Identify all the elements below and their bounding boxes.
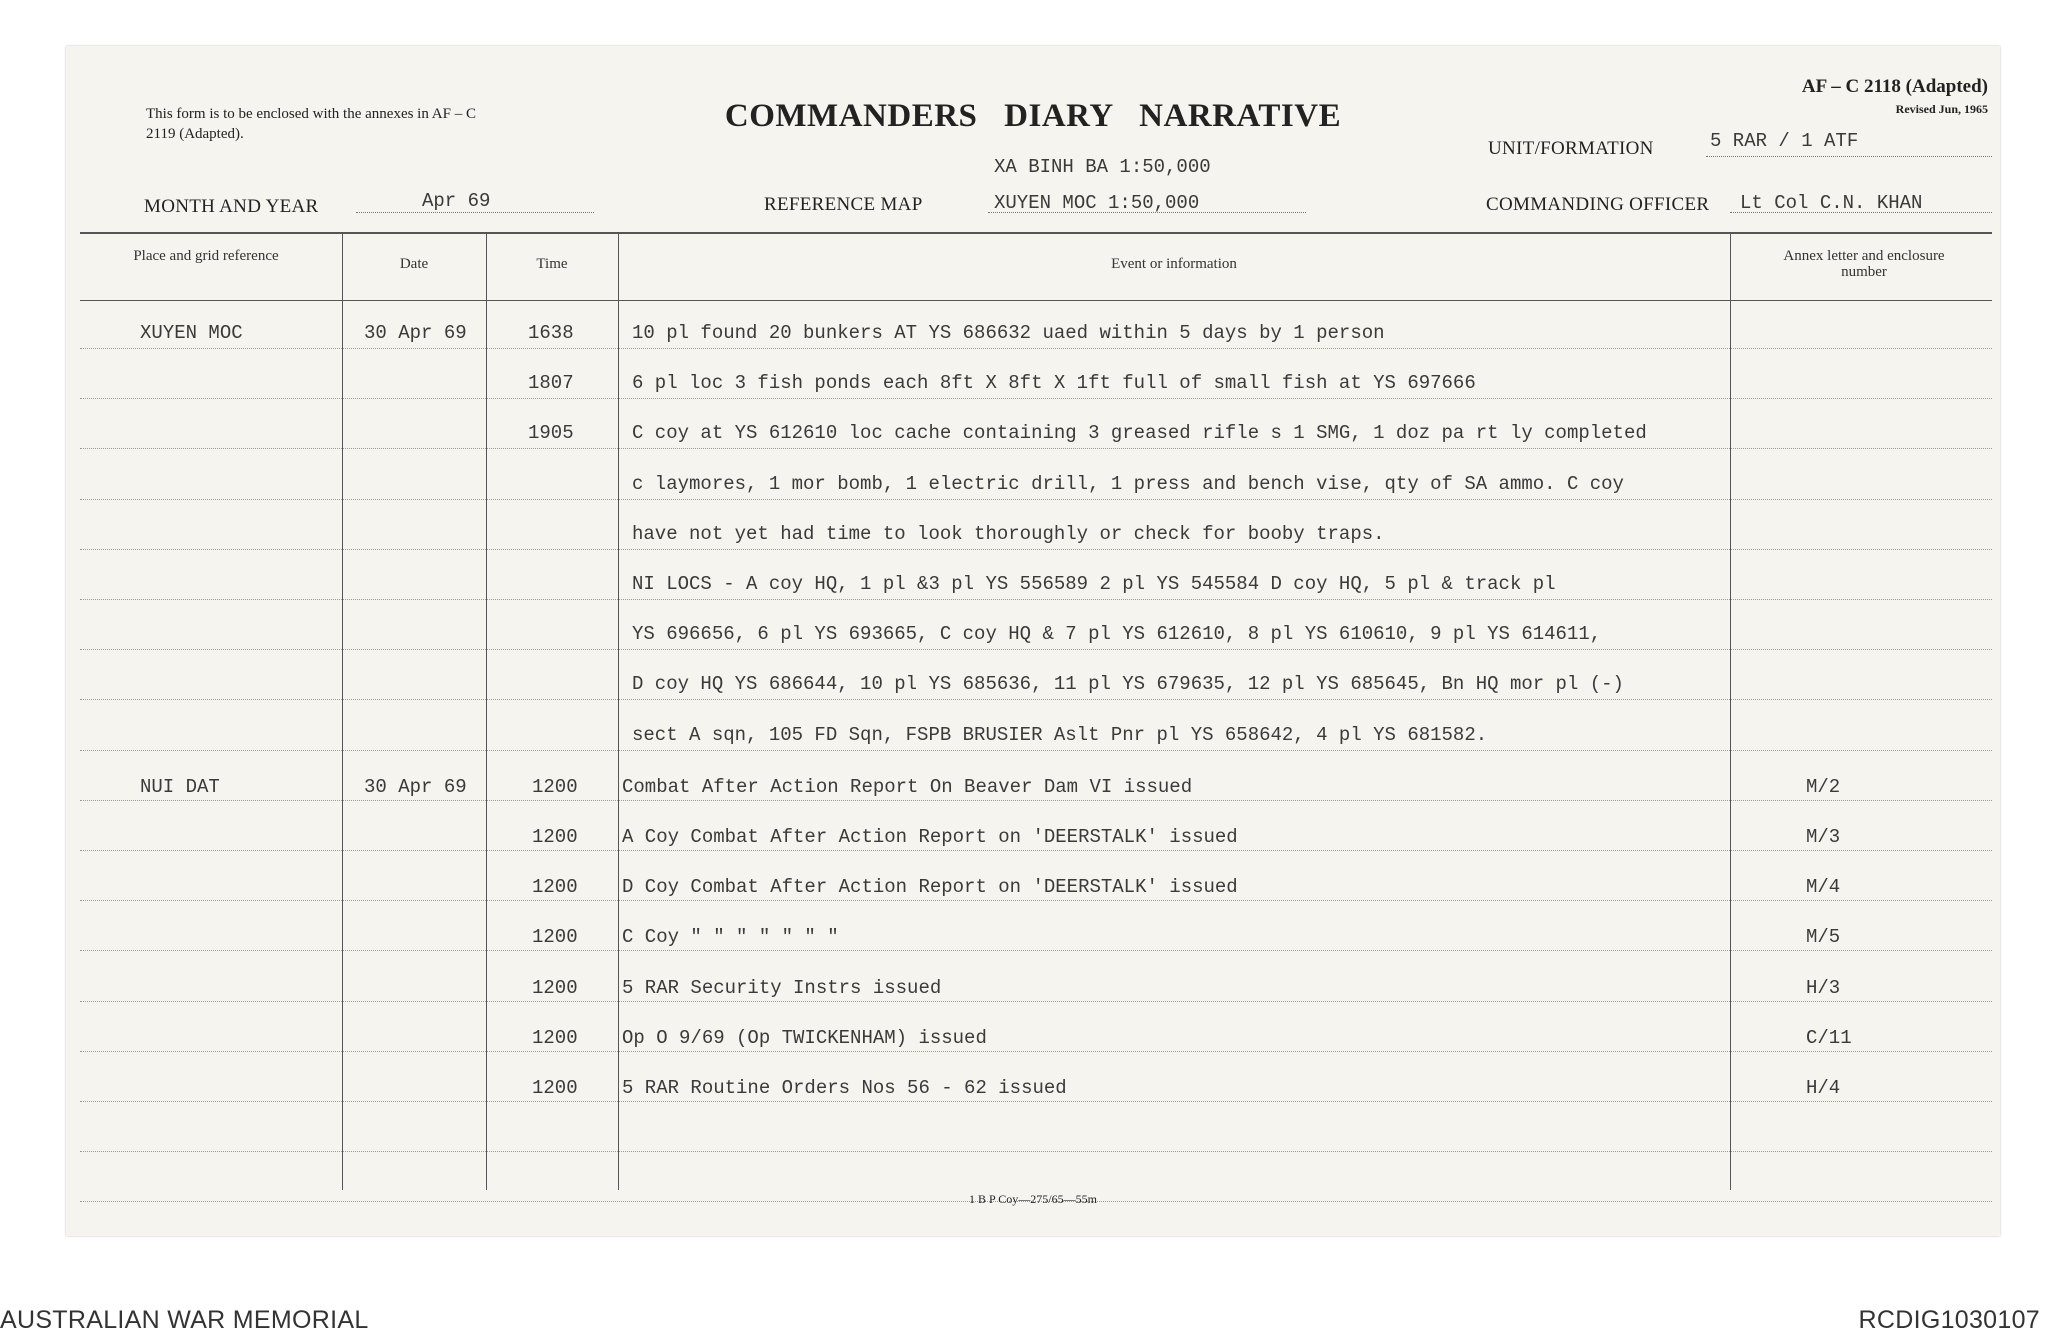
diary-sheet (66, 46, 2000, 1236)
row-time: 1200 (532, 977, 578, 999)
row-annex: M/3 (1806, 826, 1841, 848)
row-event: Combat After Action Report On Beaver Dam VI issued (622, 776, 1193, 798)
row-annex: H/4 (1806, 1077, 1841, 1099)
form-title: COMMANDERS DIARY NARRATIVE (724, 98, 1342, 134)
row-time: 1200 (532, 1027, 578, 1049)
row-dotted-line (80, 800, 1992, 801)
printer-code: 1 B P Coy—275/65—55m (969, 1192, 1097, 1206)
header-event: Event or information (1111, 256, 1237, 272)
row-event: D coy HQ YS 686644, 10 pl YS 685636, 11 pl YS 679635, 12 pl YS 685645, Bn HQ mor pl (-) (632, 673, 1624, 695)
footer-reference: RCDIG1030107 (1858, 1306, 2040, 1334)
month-year-value: Apr 69 (422, 190, 491, 212)
reference-map-1: XA BINH BA 1:50,000 (994, 156, 1211, 178)
row-event: C coy at YS 612610 loc cache containing 3 greased rifle s 1 SMG, 1 doz pa rt ly completed (632, 422, 1647, 444)
row-place: NUI DAT (140, 776, 220, 798)
row-dotted-line (80, 1151, 1992, 1152)
row-time: 1200 (532, 876, 578, 898)
row-dotted-line (80, 1001, 1992, 1002)
row-dotted-line (80, 850, 1992, 851)
header-place: Place and grid reference (133, 248, 279, 264)
month-year-dots (356, 212, 594, 213)
row-dotted-line (80, 549, 1992, 550)
row-date: 30 Apr 69 (364, 776, 467, 798)
row-dotted-line (80, 499, 1992, 500)
row-event: c laymores, 1 mor bomb, 1 electric drill, 1 press and bench vise, qty of SA ammo. C coy (632, 473, 1624, 495)
row-dotted-line (80, 599, 1992, 600)
month-year-label: MONTH AND YEAR (144, 196, 319, 217)
col-rule-date (342, 232, 343, 1190)
row-event: sect A sqn, 105 FD Sqn, FSPB BRUSIER Aslt Pnr pl YS 658642, 4 pl YS 681582. (632, 724, 1488, 746)
row-dotted-line (80, 649, 1992, 650)
row-time: 1200 (532, 1077, 578, 1099)
table-top-rule (80, 232, 1992, 234)
form-number: AF – C 2118 (Adapted) (1801, 76, 1988, 97)
col-rule-time (486, 232, 487, 1190)
commanding-officer-value: Lt Col C.N. KHAN (1740, 192, 1923, 214)
row-time: 1638 (528, 322, 574, 344)
row-time: 1807 (528, 372, 574, 394)
row-event: Op O 9/69 (Op TWICKENHAM) issued (622, 1027, 987, 1049)
row-event: have not yet had time to look thoroughly or check for booby traps. (632, 523, 1385, 545)
row-event: D Coy Combat After Action Report on 'DEERSTALK' issued (622, 876, 1238, 898)
row-annex: C/11 (1806, 1027, 1852, 1049)
row-dotted-line (80, 448, 1992, 449)
col-rule-event (618, 232, 619, 1190)
row-time: 1200 (532, 826, 578, 848)
footer-institution: AUSTRALIAN WAR MEMORIAL (0, 1306, 369, 1334)
commanding-officer-label: COMMANDING OFFICER (1486, 194, 1710, 215)
row-event: C Coy " " " " " " " (622, 926, 839, 948)
row-annex: H/3 (1806, 977, 1841, 999)
row-time: 1200 (532, 776, 578, 798)
row-time: 1905 (528, 422, 574, 444)
unit-value: 5 RAR / 1 ATF (1710, 130, 1859, 152)
form-revised: Revised Jun, 1965 (1895, 102, 1988, 116)
row-event: 5 RAR Security Instrs issued (622, 977, 942, 999)
unit-dots (1706, 156, 1992, 157)
row-event: A Coy Combat After Action Report on 'DEERSTALK' issued (622, 826, 1238, 848)
row-event: 10 pl found 20 bunkers AT YS 686632 uaed within 5 days by 1 person (632, 322, 1385, 344)
header-time: Time (536, 256, 568, 272)
row-dotted-line (80, 1101, 1992, 1102)
header-bottom-rule (80, 300, 1992, 301)
row-time: 1200 (532, 926, 578, 948)
reference-map-2: XUYEN MOC 1:50,000 (994, 192, 1200, 214)
row-event: NI LOCS - A coy HQ, 1 pl &3 pl YS 556589 2 pl YS 545584 D coy HQ, 5 pl & track pl (632, 573, 1556, 595)
row-event: YS 696656, 6 pl YS 693665, C coy HQ & 7 pl YS 612610, 8 pl YS 610610, 9 pl YS 614611, (632, 623, 1602, 645)
row-annex: M/4 (1806, 876, 1841, 898)
unit-label: UNIT/FORMATION (1488, 138, 1654, 159)
row-event: 5 RAR Routine Orders Nos 56 - 62 issued (622, 1077, 1067, 1099)
row-dotted-line (80, 398, 1992, 399)
form-note: This form is to be enclosed with the annexes in AF – C 2119 (Adapted). (146, 106, 476, 142)
row-dotted-line (80, 750, 1992, 751)
row-dotted-line (80, 900, 1992, 901)
row-event: 6 pl loc 3 fish ponds each 8ft X 8ft X 1ft full of small fish at YS 697666 (632, 372, 1476, 394)
row-annex: M/5 (1806, 926, 1841, 948)
row-place: XUYEN MOC (140, 322, 243, 344)
row-dotted-line (80, 699, 1992, 700)
row-date: 30 Apr 69 (364, 322, 467, 344)
reference-map-label: REFERENCE MAP (764, 194, 923, 215)
header-annex: Annex letter and enclosure number (1783, 248, 1945, 280)
header-date: Date (399, 256, 429, 272)
row-dotted-line (80, 348, 1992, 349)
col-rule-annex (1730, 232, 1731, 1190)
row-annex: M/2 (1806, 776, 1841, 798)
row-dotted-line (80, 950, 1992, 951)
row-dotted-line (80, 1051, 1992, 1052)
